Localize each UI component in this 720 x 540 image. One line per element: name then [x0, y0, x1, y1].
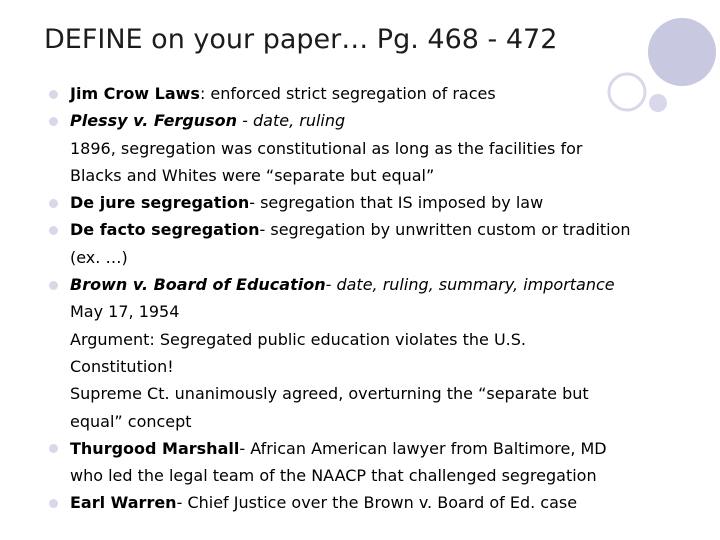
list-item-jim-crow: [0, 80, 720, 107]
item-detail-line: Constitution!: [70, 356, 174, 376]
list-item-warren: [0, 489, 720, 516]
bullet-icon: [49, 90, 58, 99]
item-text: : enforced strict segregation of races: [199, 84, 496, 103]
item-text: - segregation by unwritten custom or tradition: [259, 220, 631, 240]
list-item-brown: [0, 271, 720, 435]
bullet-icon: [49, 281, 58, 290]
item-term: De jure segregation: [70, 193, 250, 213]
item-text: - African American lawyer from Baltimore, MD: [239, 438, 607, 458]
item-text: - date, ruling, summary, importance: [325, 275, 615, 295]
bullet-list: [0, 80, 720, 517]
bullet-icon: [49, 199, 58, 208]
item-line: [70, 80, 690, 107]
item-line: [70, 216, 690, 243]
item-line: [70, 107, 690, 134]
item-term: De facto segregation: [70, 220, 260, 240]
item-detail-line: Blacks and Whites were “separate but equal”: [70, 165, 435, 185]
item-line: [70, 489, 690, 516]
item-text: - date, ruling: [237, 111, 346, 131]
item-term: Earl Warren: [70, 493, 177, 513]
item-line: [70, 435, 690, 462]
list-item-plessy: [0, 107, 720, 189]
item-detail-line: May 17, 1954: [70, 302, 180, 322]
list-item-de-jure: [0, 189, 720, 216]
item-line: [70, 189, 690, 216]
slide-title: DEFINE on your paper… Pg. 468 - 472: [44, 24, 558, 55]
item-detail-line: Supreme Ct. unanimously agreed, overturning the “separate but: [70, 384, 589, 404]
bullet-icon: [49, 117, 58, 126]
bullet-icon: [49, 444, 58, 453]
item-detail-line: Argument: Segregated public education violates the U.S.: [70, 329, 526, 349]
item-detail-line: 1896, segregation was constitutional as long as the facilities for: [70, 138, 583, 158]
item-term: Brown v. Board of Education: [70, 275, 326, 295]
item-detail-line: (ex. …): [70, 247, 128, 267]
list-item-marshall: [0, 435, 720, 490]
item-term: Jim Crow Laws: [70, 84, 200, 103]
item-detail-line: equal” concept: [70, 411, 192, 431]
item-detail-line: who led the legal team of the NAACP that challenged segregation: [70, 466, 597, 486]
item-text: - segregation that IS imposed by law: [249, 193, 544, 213]
bullet-icon: [49, 499, 58, 508]
item-line: [70, 271, 690, 298]
item-term: Thurgood Marshall: [70, 438, 240, 458]
list-item-de-facto: [0, 216, 720, 271]
item-text: - Chief Justice over the Brown v. Board of Ed. case: [176, 493, 578, 513]
bullet-icon: [49, 226, 58, 235]
large-decor-circle: [648, 18, 716, 86]
item-term: Plessy v. Ferguson: [70, 111, 238, 131]
